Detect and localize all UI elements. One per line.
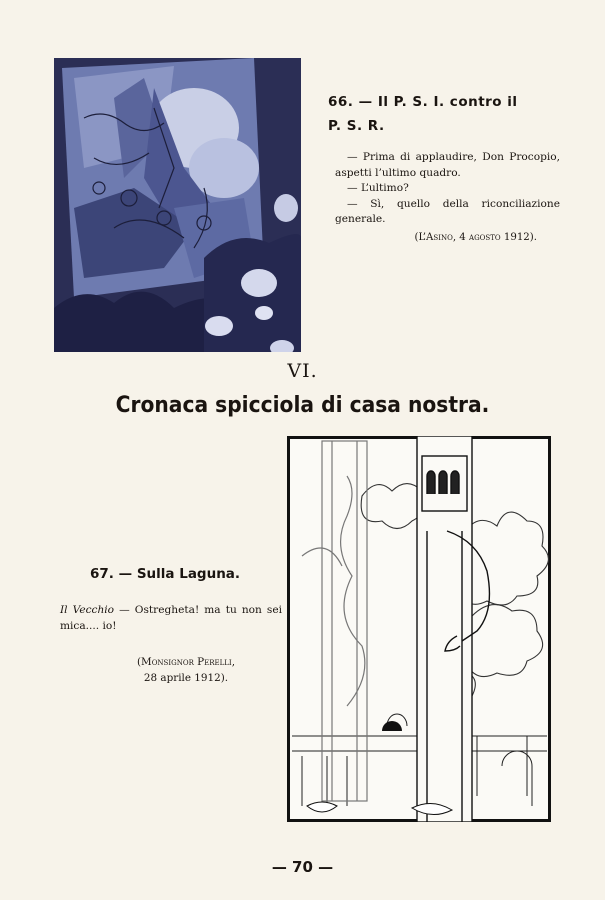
- dialogue-line: — Sì, quello della riconciliazione generale.: [335, 197, 560, 226]
- source-line1: (Monsignor Perelli,: [137, 656, 235, 668]
- dialogue-line: — L’ultimo?: [347, 182, 409, 195]
- caption-66-title-line1: 66. — Il P. S. I. contro il: [328, 94, 518, 110]
- cartoon-illustration-67: [287, 436, 551, 822]
- caption-66-source: (L’Asino, 4 agosto 1912).: [414, 232, 537, 243]
- caption-67-source: [100, 654, 272, 686]
- caption-67-dialogue: [60, 603, 282, 634]
- caption-66-dialogue: [335, 150, 560, 228]
- page-number: — 70 —: [271, 858, 334, 876]
- dialogue-line: — Prima di applaudire, Don Procopio, aspetti l’ultimo quadro.: [335, 151, 560, 179]
- speech-text: — Ostregheta! ma tu non sei mica.... io!: [60, 604, 283, 632]
- section-number: VI.: [287, 360, 318, 382]
- caption-66-title-line2: P. S. R.: [328, 118, 385, 134]
- caption-66-title: [328, 90, 568, 138]
- section-title: Cronaca spicciola di casa nostra.: [115, 393, 490, 418]
- source-line2: 28 aprile 1912).: [143, 672, 229, 684]
- crowd-scene-drawing: [54, 58, 301, 352]
- speaker-name: Il Vecchio: [60, 604, 115, 616]
- cartoon-illustration-66: [54, 58, 301, 352]
- caption-67-title: 67. — Sulla Laguna.: [90, 566, 241, 582]
- campanile-drawing: [287, 436, 551, 822]
